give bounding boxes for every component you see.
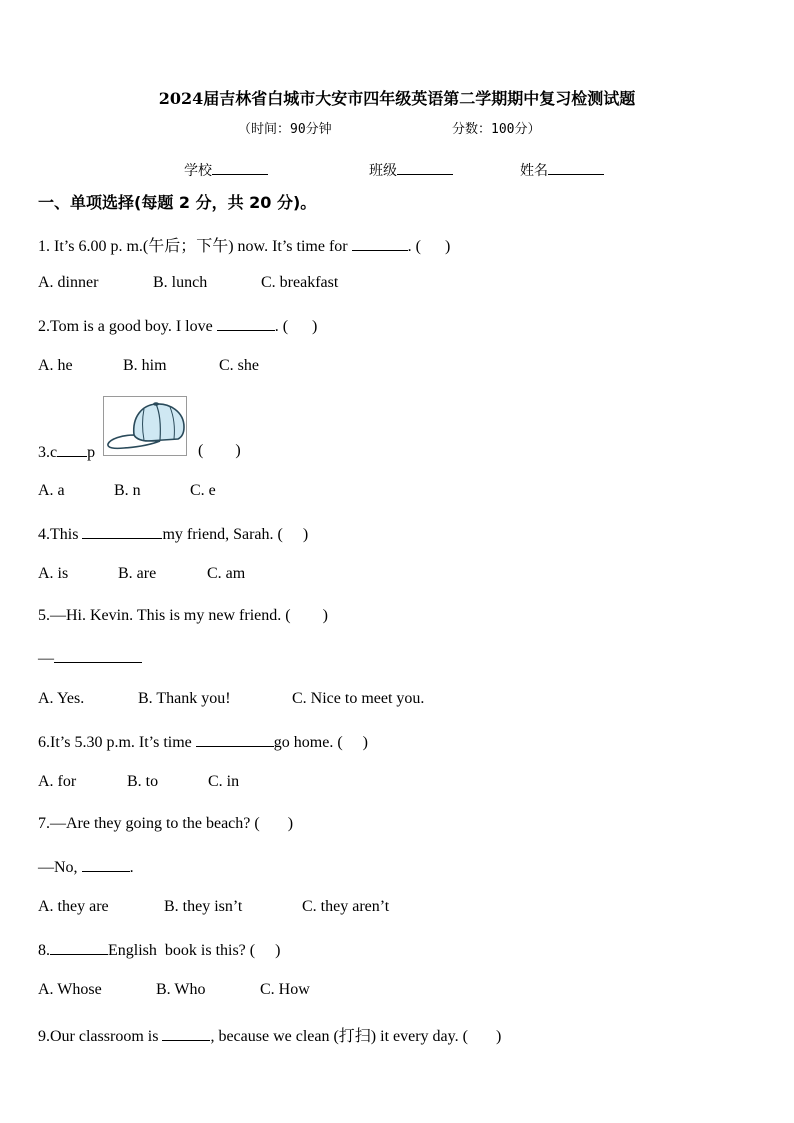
question-7: 7.—Are they going to the beach? ( ) bbox=[38, 815, 294, 832]
question-9 bbox=[38, 1023, 501, 1046]
option-a: A. for bbox=[38, 773, 77, 790]
options-6 bbox=[38, 773, 239, 791]
question-5: 5.—Hi. Kevin. This is my new friend. ( ) bbox=[38, 607, 328, 624]
exam-subtitle bbox=[0, 118, 794, 138]
option-a: A. Whose bbox=[38, 981, 102, 998]
question-2 bbox=[38, 316, 317, 336]
question-text: 3.c bbox=[38, 444, 58, 461]
options-5 bbox=[38, 690, 424, 708]
cap-image bbox=[103, 396, 187, 456]
options-8 bbox=[38, 981, 310, 999]
option-a: A. he bbox=[38, 357, 73, 374]
class-label: 班级 bbox=[369, 163, 397, 179]
options-7 bbox=[38, 898, 389, 916]
option-a: A. is bbox=[38, 565, 69, 582]
answer-blank bbox=[50, 940, 108, 955]
answer-text: —No, bbox=[38, 859, 82, 876]
question-text: 4.This bbox=[38, 526, 83, 543]
answer-blank bbox=[82, 857, 130, 872]
question-text: 2.Tom is a good boy. I love bbox=[38, 318, 217, 335]
answer-blank bbox=[352, 236, 408, 251]
answer-blank bbox=[162, 1026, 210, 1041]
option-b: B. Who bbox=[156, 981, 206, 998]
options-4 bbox=[38, 565, 245, 583]
time-limit: （时间：90分钟 bbox=[238, 122, 332, 137]
cap-icon bbox=[104, 397, 186, 455]
school-field bbox=[184, 160, 268, 180]
question-text-end: English book is this? ( ) bbox=[108, 942, 281, 959]
option-b: B. Thank you! bbox=[138, 690, 231, 707]
total-score: 分数：100分） bbox=[452, 122, 541, 137]
option-c: C. breakfast bbox=[261, 274, 339, 291]
option-c: C. in bbox=[208, 773, 240, 790]
answer-blank bbox=[217, 316, 275, 331]
option-a: A. a bbox=[38, 482, 65, 499]
option-b: B. him bbox=[123, 357, 167, 374]
school-label: 学校 bbox=[184, 163, 212, 179]
name-label: 姓名 bbox=[520, 163, 548, 179]
name-field bbox=[520, 160, 604, 180]
option-c: C. How bbox=[260, 981, 310, 998]
option-b: B. they isn’t bbox=[164, 898, 243, 915]
answer-blank bbox=[196, 732, 274, 747]
question-text-end: . ( ) bbox=[407, 238, 451, 255]
question-text: 9.Our classroom is bbox=[38, 1028, 163, 1045]
question-text-end: go home. ( ) bbox=[273, 734, 368, 751]
question-text: 6.It’s 5.30 p.m. It’s time bbox=[38, 734, 196, 751]
student-info-row bbox=[0, 160, 794, 180]
option-c: C. she bbox=[219, 357, 259, 374]
question-4 bbox=[38, 524, 308, 544]
options-3 bbox=[38, 482, 216, 500]
option-c: C. they aren’t bbox=[302, 898, 390, 915]
answer-blank bbox=[54, 648, 142, 663]
question-text-end: , because we clean (打扫) it every day. ( ) bbox=[210, 1028, 502, 1045]
section-heading: 一、单项选择(每题 2 分，共 20 分)。 bbox=[38, 193, 317, 212]
class-field bbox=[369, 160, 453, 180]
question-8 bbox=[38, 940, 280, 960]
answer-5 bbox=[38, 648, 142, 668]
option-a: A. dinner bbox=[38, 274, 99, 291]
option-b: B. n bbox=[114, 482, 141, 499]
options-1 bbox=[38, 274, 338, 292]
question-text: 8. bbox=[38, 942, 50, 959]
question-6 bbox=[38, 732, 368, 752]
question-text: 1. It’s 6.00 p. m.(午后；下午) now. It’s time for bbox=[38, 238, 352, 255]
option-b: B. to bbox=[127, 773, 159, 790]
answer-blank bbox=[57, 442, 87, 457]
class-blank bbox=[397, 160, 453, 175]
answer-7 bbox=[38, 857, 134, 877]
answer-blank bbox=[82, 524, 162, 539]
question-3 bbox=[38, 442, 95, 462]
question-3-bracket: ( ) bbox=[198, 442, 241, 459]
option-c: C. e bbox=[190, 482, 216, 499]
question-text-end: my friend, Sarah. ( ) bbox=[162, 526, 309, 543]
exam-title: 2024届吉林省白城市大安市四年级英语第二学期期中复习检测试题 bbox=[158, 89, 636, 108]
question-text-mid: p bbox=[87, 444, 96, 461]
options-2 bbox=[38, 357, 259, 375]
school-blank bbox=[212, 160, 268, 175]
option-a: A. they are bbox=[38, 898, 109, 915]
option-c: C. Nice to meet you. bbox=[292, 690, 425, 707]
question-text-end: . ( ) bbox=[274, 318, 318, 335]
option-b: B. are bbox=[118, 565, 157, 582]
question-1 bbox=[38, 233, 450, 256]
dash: — bbox=[38, 650, 54, 667]
option-c: C. am bbox=[207, 565, 246, 582]
option-a: A. Yes. bbox=[38, 690, 85, 707]
name-blank bbox=[548, 160, 604, 175]
option-b: B. lunch bbox=[153, 274, 208, 291]
answer-text-end: . bbox=[129, 859, 134, 876]
